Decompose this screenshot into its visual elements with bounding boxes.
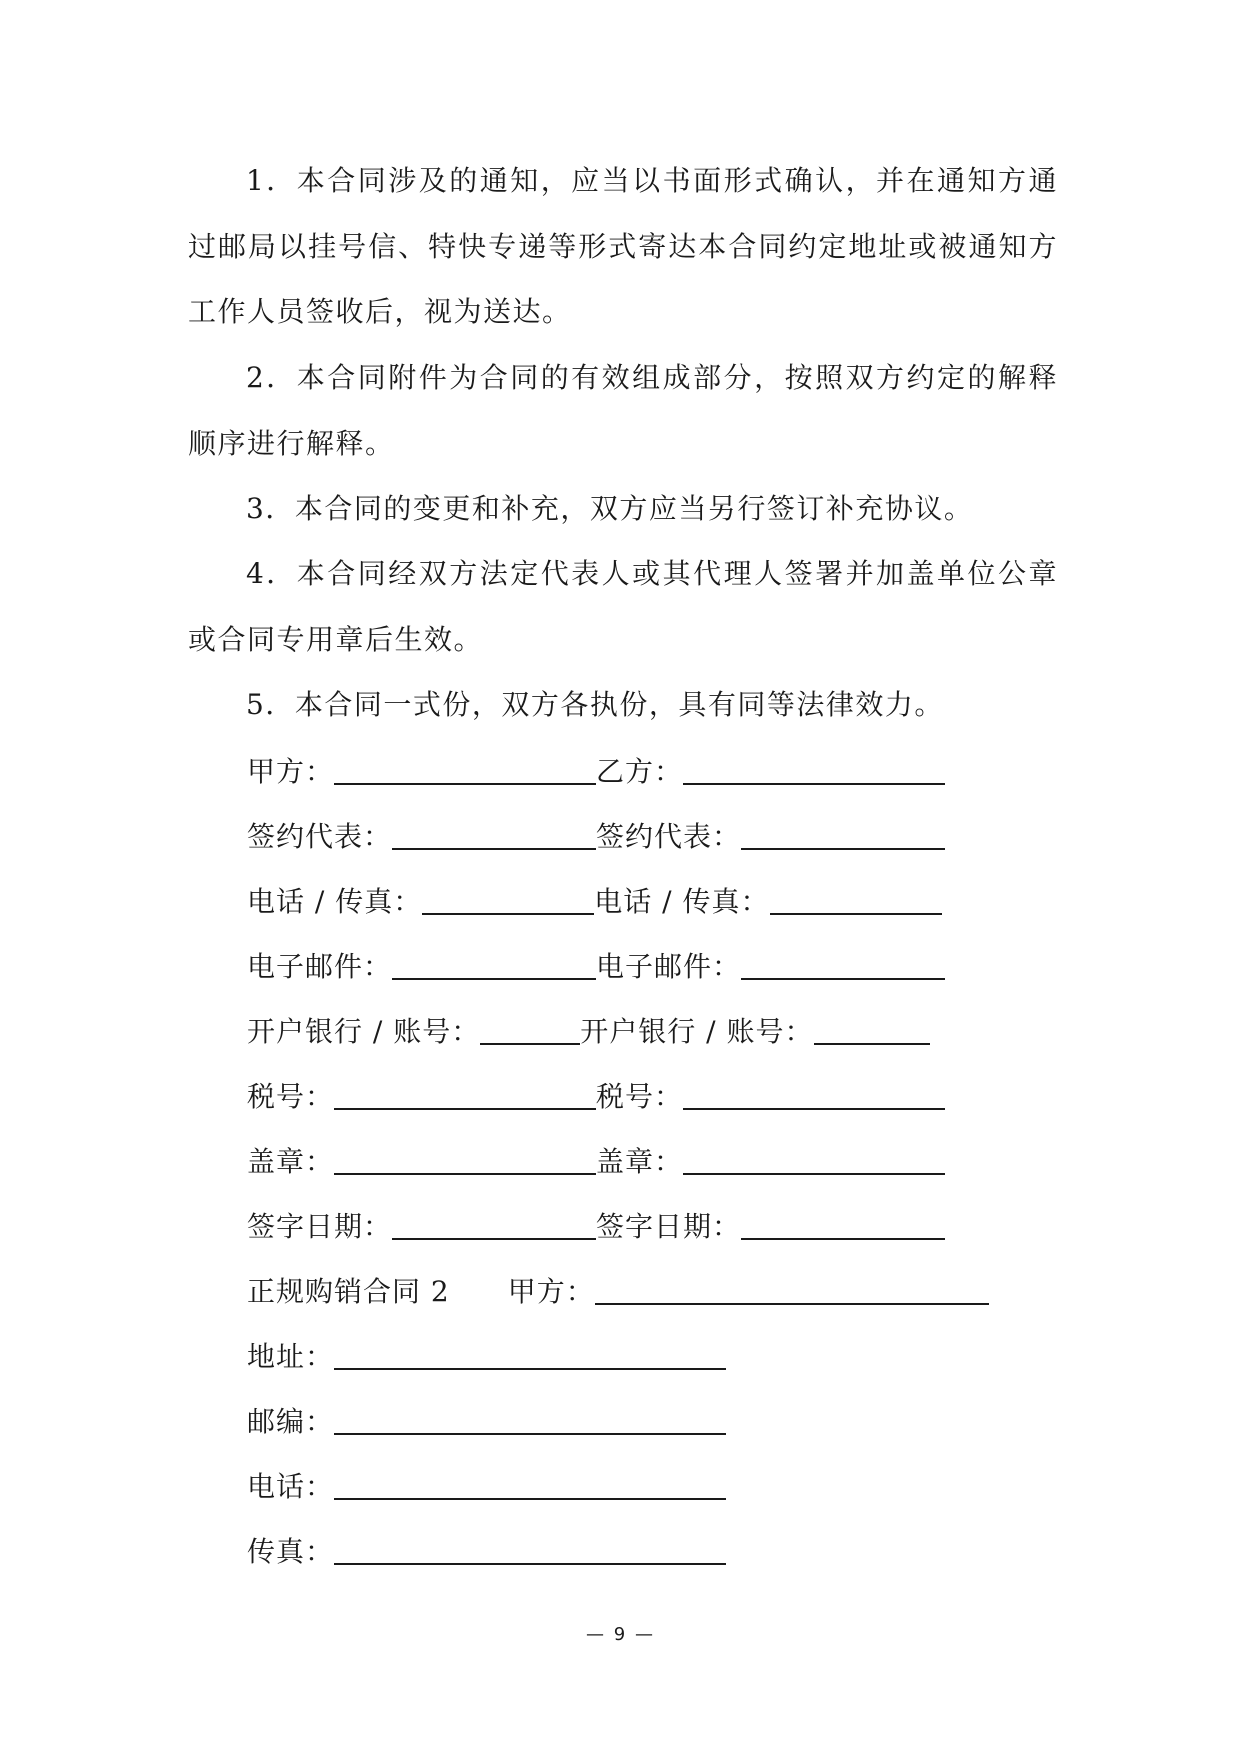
bank-a-blank[interactable] [480,1013,580,1045]
page-number: — 9 — [586,1624,655,1645]
party-b-blank[interactable] [683,753,945,785]
rep-b-blank[interactable] [741,818,945,850]
seal-a-blank[interactable] [334,1143,596,1175]
contract2-phone-row [247,1467,726,1507]
tax-b-blank[interactable] [683,1078,945,1110]
signature-row-phone-fax [247,882,942,922]
tax-a-blank[interactable] [334,1078,596,1110]
contract2-postcode-label: 邮编： [247,1405,335,1438]
bank-b-label: 开户银行 / 账号： [580,1015,814,1048]
contract2-postcode-row [247,1402,726,1442]
bank-b-blank[interactable] [814,1013,930,1045]
clause-5: 5．本合同一式份，双方各执份，具有同等法律效力。 [246,688,944,721]
email-b-label: 电子邮件： [596,950,742,983]
signature-row-date [247,1207,945,1247]
contract2-title: 正规购销合同 2 [247,1275,450,1308]
email-b-blank[interactable] [741,948,945,980]
rep-a-label: 签约代表： [247,820,393,853]
signature-row-bank [247,1012,930,1052]
contract2-address-blank[interactable] [334,1338,726,1370]
contract2-fax-row [247,1532,726,1572]
contract2-header-row [247,1272,989,1312]
signature-row-tax [247,1077,945,1117]
signature-row-party [247,752,945,792]
contract2-party-a-label: 甲方： [507,1275,595,1308]
clause-2: 2．本合同附件为合同的有效组成部分，按照双方约定的解释顺序进行解释。 [188,361,1058,460]
bank-a-label: 开户银行 / 账号： [247,1015,481,1048]
contract2-phone-blank[interactable] [334,1468,726,1500]
phone-fax-a-label: 电话 / 传真： [247,885,423,918]
email-a-label: 电子邮件： [247,950,393,983]
tax-a-label: 税号： [247,1080,335,1113]
contract2-phone-label: 电话： [247,1470,335,1503]
date-b-blank[interactable] [741,1208,945,1240]
date-b-label: 签字日期： [596,1210,742,1243]
date-a-blank[interactable] [392,1208,596,1240]
seal-b-blank[interactable] [683,1143,945,1175]
party-a-label: 甲方： [247,755,335,788]
signature-row-email [247,947,945,987]
rep-a-blank[interactable] [392,818,596,850]
rep-b-label: 签约代表： [596,820,742,853]
contract2-fax-label: 传真： [247,1535,335,1568]
email-a-blank[interactable] [392,948,596,980]
phone-fax-b-label: 电话 / 传真： [594,885,770,918]
party-a-blank[interactable] [334,753,596,785]
signature-row-rep [247,817,945,857]
clause-4: 4．本合同经双方法定代表人或其代理人签署并加盖单位公章或合同专用章后生效。 [188,557,1058,656]
phone-fax-b-blank[interactable] [770,883,942,915]
contract2-address-label: 地址： [247,1340,335,1373]
contract2-fax-blank[interactable] [334,1533,726,1565]
signature-row-seal [247,1142,945,1182]
tax-b-label: 税号： [596,1080,684,1113]
seal-b-label: 盖章： [596,1145,684,1178]
contract2-postcode-blank[interactable] [334,1403,726,1435]
date-a-label: 签字日期： [247,1210,393,1243]
clause-1: 1．本合同涉及的通知，应当以书面形式确认，并在通知方通过邮局以挂号信、特快专递等形式寄达本合同约定地址或被通知方工作人员签收后，视为送达。 [188,164,1058,328]
contract2-party-a-blank[interactable] [595,1273,989,1305]
phone-fax-a-blank[interactable] [422,883,594,915]
clause-3: 3．本合同的变更和补充，双方应当另行签订补充协议。 [246,492,974,525]
seal-a-label: 盖章： [247,1145,335,1178]
party-b-label: 乙方： [596,755,684,788]
contract2-address-row [247,1337,726,1377]
